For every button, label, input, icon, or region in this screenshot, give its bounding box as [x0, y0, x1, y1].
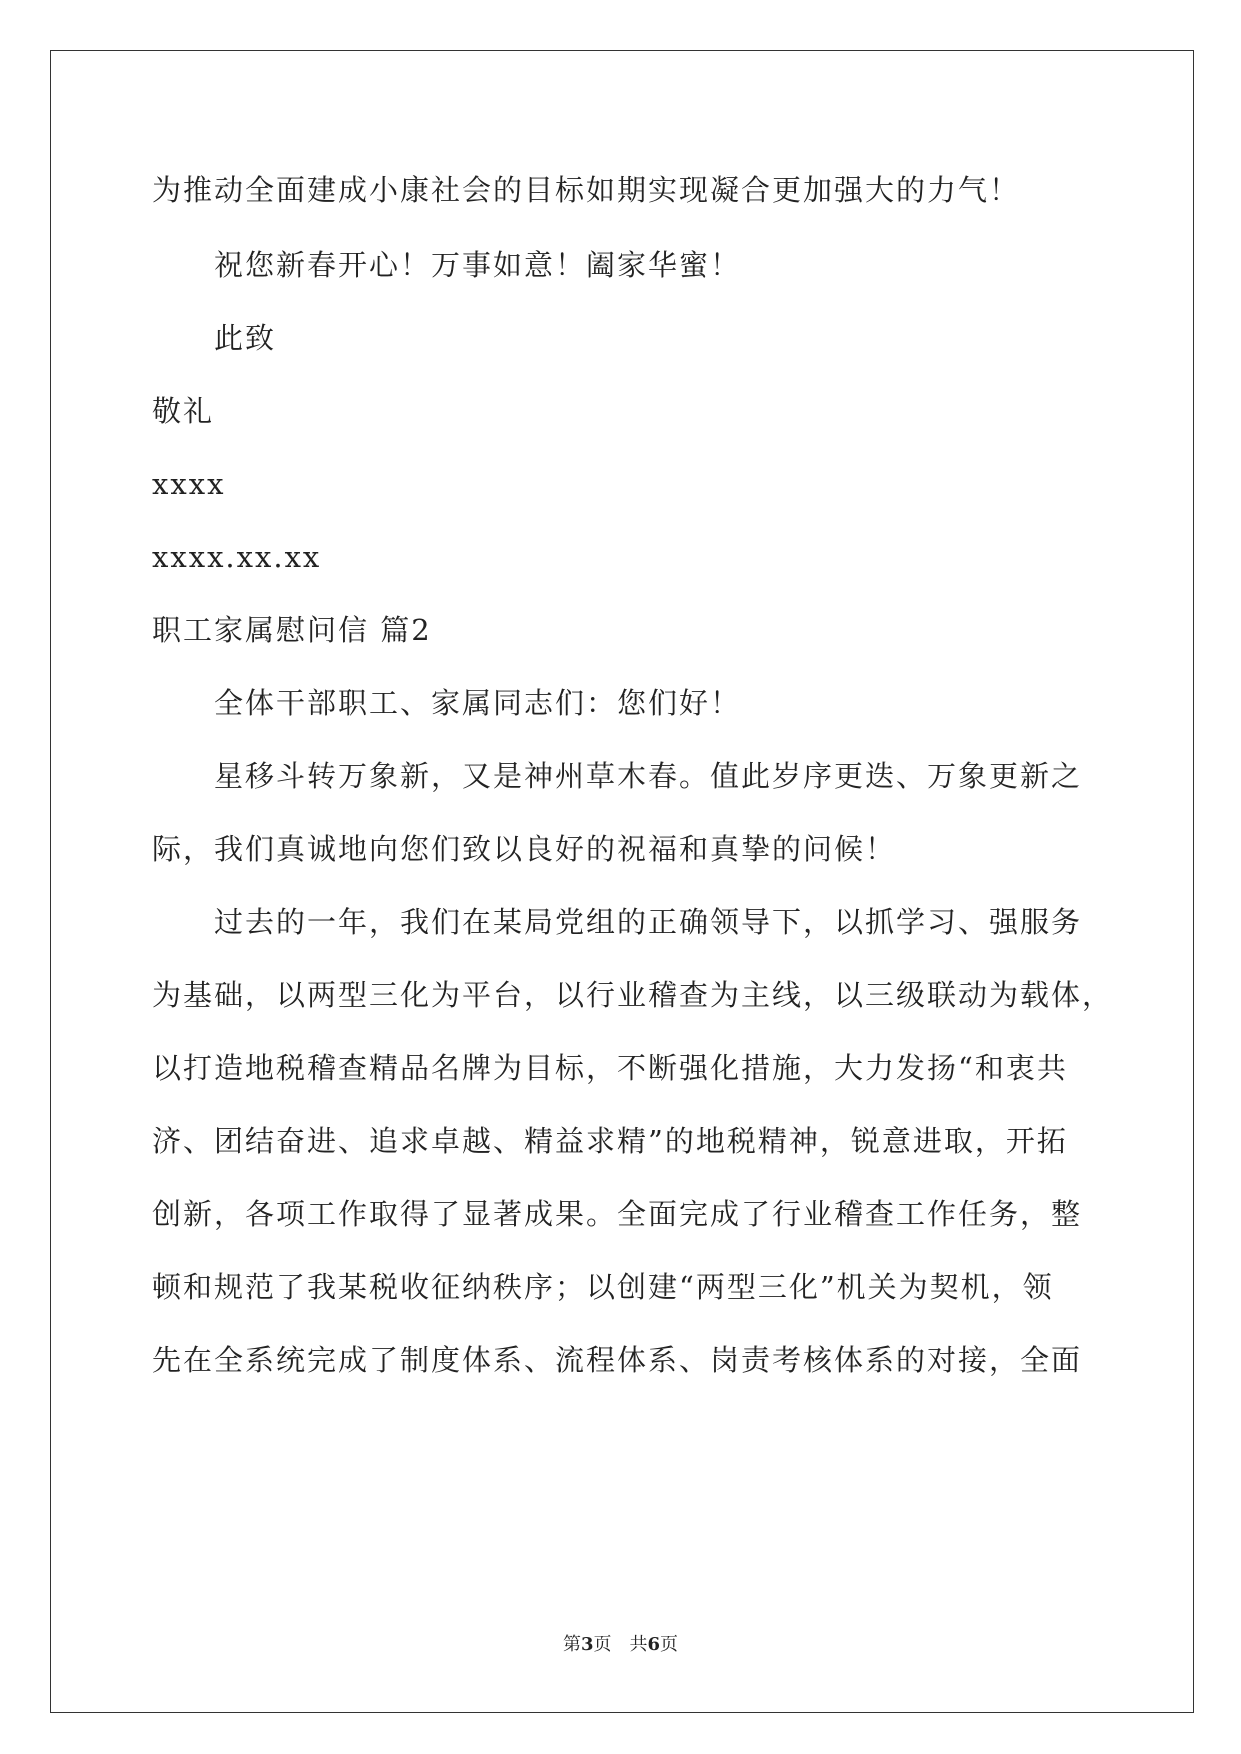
paragraph-line: 以打造地税稽查精品名牌为目标，不断强化措施，大力发扬“和衷共 — [152, 1051, 1068, 1085]
paragraph-line: 星移斗转万象新，又是神州草木春。值此岁序更迭、万象更新之 — [214, 759, 1083, 793]
page-border — [50, 50, 1194, 1713]
paragraph-line: 济、团结奋进、追求卓越、精益求精”的地税精神，锐意进取，开拓 — [152, 1124, 1068, 1158]
salutation-line: 敬礼 — [152, 394, 215, 428]
paragraph-line: 创新，各项工作取得了显著成果。全面完成了行业稽查工作任务，整 — [152, 1197, 1083, 1231]
page-suffix: 页 — [660, 1634, 679, 1655]
signature-line: xxxx — [152, 467, 226, 501]
page-mid: 页 共 — [593, 1634, 648, 1655]
paragraph-line: 为推动全面建成小康社会的目标如期实现凝合更加强大的力气！ — [152, 173, 1021, 207]
paragraph-line: 先在全系统完成了制度体系、流程体系、岗责考核体系的对接，全面 — [152, 1343, 1083, 1377]
total-pages: 6 — [647, 1634, 661, 1655]
paragraph-line: 过去的一年，我们在某局党组的正确领导下，以抓学习、强服务 — [214, 905, 1083, 939]
paragraph-line: 为基础，以两型三化为平台，以行业稽查为主线，以三级联动为载体， — [152, 978, 1114, 1012]
closing-line: 此致 — [214, 321, 277, 355]
paragraph-line: 顿和规范了我某税收征纳秩序；以创建“两型三化”机关为契机，领 — [152, 1270, 1054, 1304]
page-prefix: 第 — [562, 1634, 581, 1655]
greeting-line: 祝您新春开心！万事如意！阖家华蜜！ — [214, 248, 742, 282]
current-page: 3 — [580, 1634, 594, 1655]
paragraph-line: 际，我们真诚地向您们致以良好的祝福和真挚的问候！ — [152, 832, 897, 866]
date-line: xxxx.xx.xx — [152, 540, 322, 574]
address-line: 全体干部职工、家属同志们：您们好！ — [214, 686, 742, 720]
page-number — [0, 1630, 1241, 1656]
section-heading: 职工家属慰问信 篇2 — [152, 613, 432, 647]
